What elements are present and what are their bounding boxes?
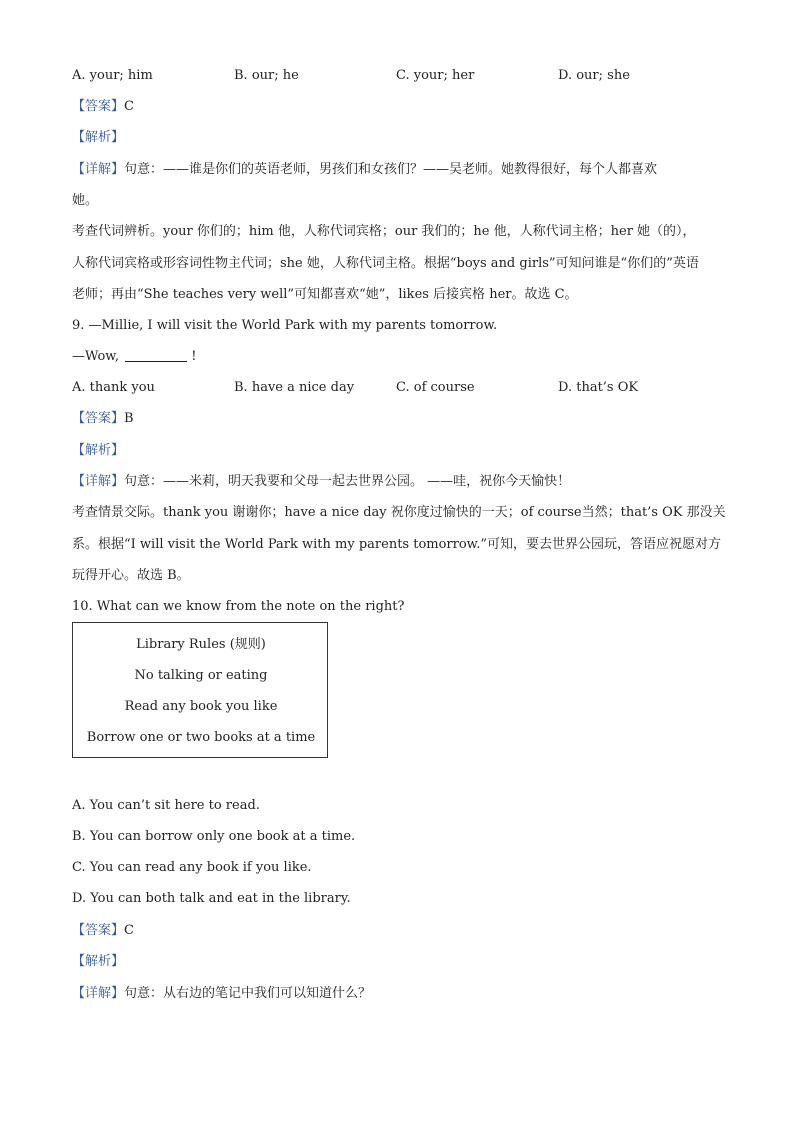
q9-answer: [72, 410, 732, 428]
q9-option-a: A. thank you: [72, 380, 155, 395]
q9-detail-line: 考查情景交际。thank you 谢谢你；have a nice day 祝你度过愉快的一天；of course当然；that’s OK 那没关: [72, 505, 726, 520]
q9-option-c: C. of course: [396, 380, 475, 395]
detail-tag: 【详解】: [72, 162, 125, 177]
analysis-tag: 【解析】: [72, 130, 125, 145]
note-rule: No talking or eating: [134, 668, 268, 683]
q9-options: [72, 379, 732, 397]
reply-suffix: !: [187, 349, 197, 364]
q9-detail-line: 玩得开心。故选 B。: [72, 568, 190, 583]
q10-question: 10. What can we know from the note on the right?: [72, 599, 405, 614]
q9-analysis: [72, 442, 732, 460]
q10-option-b: B. You can borrow only one book at a time.: [72, 829, 356, 844]
q10-option-c: C. You can read any book if you like.: [72, 860, 312, 875]
q10-option-d: D. You can both talk and eat in the library.: [72, 891, 351, 906]
q10-analysis: [72, 953, 732, 971]
q10-answer: [72, 922, 732, 940]
q8-detail-line: 她。: [72, 193, 99, 208]
note-rule: Borrow one or two books at a time: [86, 730, 316, 745]
q8-option-d: D. our; she: [558, 68, 630, 83]
detail-text: 句意：——谁是你们的英语老师，男孩们和女孩们？——吴老师。她教得很好，每个人都喜欢: [124, 162, 658, 177]
q9-detail-line: 系。根据“I will visit the World Park with my parents tomorrow.”可知，要去世界公园玩，答语应祝愿对方: [72, 537, 722, 552]
answer-tag: 【答案】: [72, 923, 125, 938]
q9-reply: [72, 348, 732, 366]
q8-detail-line: [72, 161, 732, 179]
q8-option-c: C. your; her: [396, 68, 475, 83]
q8-answer: [72, 98, 732, 116]
q8-detail-line: 老师；再由“She teaches very well”可知都喜欢“她”，likes 后接宾格 her。故选 C。: [72, 287, 578, 302]
answer-tag: 【答案】: [72, 411, 125, 426]
q8-detail-line: 考查代词辨析。your 你们的；him 他，人称代词宾格；our 我们的；he 他，人称代词主格；her 她（的），: [72, 224, 696, 239]
note-rule: Read any book you like: [124, 699, 278, 714]
q9-option-b: B. have a nice day: [234, 380, 355, 395]
q9-detail-line: [72, 473, 732, 491]
answer-tag: 【答案】: [72, 99, 125, 114]
q8-option-b: B. our; he: [234, 68, 299, 83]
q10-detail-line: [72, 985, 732, 1003]
q8-detail-line: 人称代词宾格或形容词性物主代词；she 她，人称代词主格。根据“boys and girls”可知问谁是“你们的”英语: [72, 256, 699, 271]
note-title: Library Rules (规则): [136, 637, 266, 652]
detail-text: 句意：从右边的笔记中我们可以知道什么？: [124, 986, 372, 1001]
reply-prefix: —Wow,: [72, 349, 124, 364]
answer-value: C: [124, 923, 134, 938]
library-rules-note: [72, 622, 328, 758]
answer-value: B: [124, 411, 134, 426]
q9-question: 9. —Millie, I will visit the World Park with my parents tomorrow.: [72, 318, 498, 333]
q8-options: [72, 67, 732, 85]
detail-text: 句意：——米莉，明天我要和父母一起去世界公园。 ——哇，祝你今天愉快！: [124, 474, 571, 489]
analysis-tag: 【解析】: [72, 954, 125, 969]
q8-analysis: [72, 129, 732, 147]
detail-tag: 【详解】: [72, 474, 125, 489]
q10-option-a: A. You can’t sit here to read.: [72, 798, 260, 813]
analysis-tag: 【解析】: [72, 443, 125, 458]
answer-value: C: [124, 99, 134, 114]
q9-option-d: D. that’s OK: [558, 380, 639, 395]
q8-option-a: A. your; him: [72, 68, 153, 83]
answer-blank: [125, 348, 187, 362]
detail-tag: 【详解】: [72, 986, 125, 1001]
